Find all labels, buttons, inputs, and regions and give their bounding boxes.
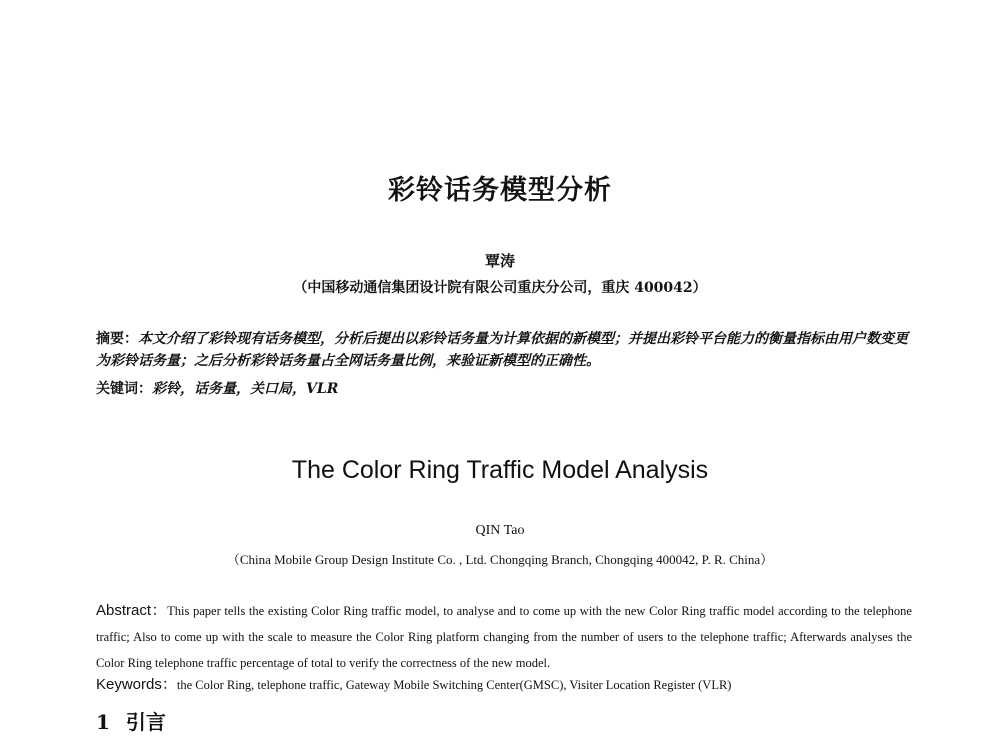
english-abstract [96, 598, 912, 676]
section-number: 1 [96, 710, 110, 734]
english-author: QIN Tao [475, 523, 525, 538]
section-title: 引言 [125, 710, 166, 734]
english-abstract-text: This paper tells the existing Color Ring traffic model, to analyse and to come up with the new Color Ring traffic model according to the telephone traffic; Also to come up with the scale to measure the Color Ring platform changing from the number of users to the telephone traffic; Afterwards analyses the Color Ring telephone traffic percentage of total to verify the correctness of the new model. [96, 604, 912, 670]
english-affiliation: （China Mobile Group Design Institute Co. , Ltd. Chongqing Branch, Chongqing 400042, P. R. China） [226, 552, 774, 567]
chinese-affiliation: （中国移动通信集团设计院有限公司重庆分公司，重庆 400042） [293, 280, 707, 296]
english-abstract-label: Abstract： [96, 602, 168, 619]
chinese-abstract-label: 摘要： [96, 331, 138, 347]
english-keywords-label: Keywords： [96, 676, 177, 693]
section-heading [96, 706, 166, 735]
chinese-author: 覃涛 [484, 252, 515, 270]
english-keywords-text: the Color Ring, telephone traffic, Gateway Mobile Switching Center(GMSC), Visiter Location Register (VLR) [176, 678, 732, 692]
chinese-abstract-text: 本文介绍了彩铃现有话务模型，分析后提出以彩铃话务量为计算依据的新模型；并提出彩铃平台能力的衡量指标由用户数变更为彩铃话务量；之后分析彩铃话务量占全网话务量比例，来验证新模型的正确性。 [96, 331, 908, 369]
english-keywords [96, 674, 912, 696]
chinese-keywords [96, 378, 910, 400]
english-title: The Color Ring Traffic Model Analysis [291, 456, 709, 484]
chinese-title: 彩铃话务模型分析 [388, 175, 612, 206]
chinese-keywords-text: 彩铃，话务量，关口局，VLR [152, 381, 339, 397]
chinese-keywords-label: 关键词： [96, 381, 152, 397]
chinese-abstract [96, 328, 910, 372]
